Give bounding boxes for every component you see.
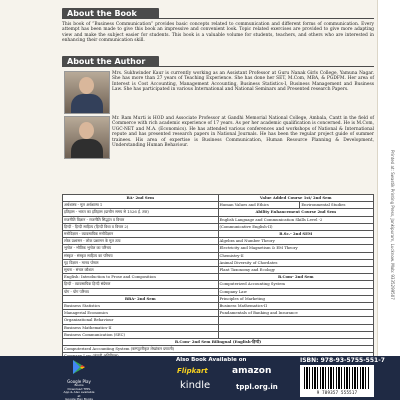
table-row [63, 223, 374, 230]
google-play-icon [71, 359, 87, 375]
barcode-bars [304, 367, 370, 389]
course-cell-left: लोक प्रशासन - लोक प्रशासन के मूल तत्व [63, 238, 219, 245]
course-cell-right: English Language and Communication Skills Level -2 [218, 216, 374, 223]
amazon-link[interactable]: amazon [232, 366, 272, 376]
course-cell-right: Electricity and Magnetism & EM Theory [218, 245, 374, 252]
table-row [63, 303, 374, 310]
google-play-badge[interactable] [62, 359, 96, 401]
course-cell-right: Plant Taxonomy and Ecology [218, 267, 374, 274]
table-row [63, 281, 374, 288]
course-cell-right: Business Mathematics-II [218, 303, 374, 310]
about-book-text: This book of “Business Communication” provides basic concepts related to communication and different forms of communication. Every attempt has been made to give this book an impressive and convenient look. Topic related exercises are provided to give more adapting view and make the subject easier for students. This book is a valuable volume for students, teachers, and others who are interested in enhancing their communication skill. [62, 22, 374, 44]
course-cell-left: English: Introduction to Prose and Composition [63, 274, 219, 281]
course-cell-right [218, 317, 374, 324]
course-cell-right: Company Law [218, 288, 374, 295]
course-cell-left: Organizational Behaviour [63, 317, 219, 324]
course-cell-right [218, 331, 374, 338]
author-2-photo [64, 116, 110, 159]
google-play-note-2: App & Also available at [63, 390, 95, 398]
author-1-photo [64, 71, 110, 114]
table-row [63, 331, 374, 338]
website-link[interactable]: tppl.org.in [236, 383, 278, 391]
barcode-number: 9 789357 555517 [316, 390, 358, 395]
course-cell-left: इतिहास - भारत का इतिहास (प्राचीन समय से 1526 ई. तक) [63, 209, 219, 216]
flipkart-link[interactable]: Flipkart [177, 367, 208, 375]
course-cell-right: (Communicative English-II) [218, 223, 374, 230]
course-cell-right: Fundamentals of Banking and Insurance [218, 310, 374, 317]
table-row [63, 324, 374, 331]
course-table [62, 194, 374, 382]
course-cell-left: Managerial Economics [63, 310, 219, 317]
printer-imprint: Printed at: Swastik Printing Press, Jankipuram, Lucknow. Mob: 9335299507 [390, 150, 395, 300]
google-play-note-1: Download TPPL [67, 386, 91, 391]
course-cell-right: Principles of Marketing [218, 295, 374, 302]
also-available-label: Also Book Available on [176, 357, 247, 363]
course-cell-left: राजनीति विज्ञान - राजनीति सिद्धांत व विचार [63, 216, 219, 223]
table-row [63, 274, 374, 281]
course-cell-left: Business Statistics [63, 303, 219, 310]
table-row [63, 317, 374, 324]
table-row [63, 288, 374, 295]
course-cell-left: गृह विज्ञान - मानव पोषण [63, 259, 219, 266]
course-cell-left: संस्कृत - संस्कृत साहित्य का परिचय [63, 252, 219, 259]
course-table-head [63, 195, 374, 202]
course-head-right: Value Added Course 1st/ 2nd Sem [218, 195, 374, 202]
course-cell-left: योग - योग परिचय [63, 288, 219, 295]
table-row [63, 209, 374, 216]
course-cell-right: B.Sc.- 2nd SEM [218, 231, 374, 238]
course-cell-left: मनोविज्ञान - व्यावसायिक मनोविज्ञान [63, 231, 219, 238]
table-row [63, 245, 374, 252]
course-cell-left: Business Communication (SEC) [63, 331, 219, 338]
course-cell-left: अर्थशास्त्र - मूल अर्थशास्त्र 1 [63, 202, 219, 209]
table-row [63, 267, 374, 274]
table-row [63, 238, 374, 245]
about-author-heading: About the Author [62, 56, 159, 67]
course-cell-right: Computerized Accounting System [218, 281, 374, 288]
kindle-link[interactable]: kindle [180, 380, 211, 391]
course-cell-left: B.Com- 2nd Sem Bilingual (English-हिन्दी) [63, 339, 374, 346]
table-row [63, 252, 374, 259]
course-cell-right: Chemistry-II [218, 252, 374, 259]
author-2-photo-body [71, 139, 103, 158]
course-cell-left: हिन्दी - व्यावसायिक हिन्दी संप्रेषण [63, 281, 219, 288]
table-row [63, 346, 374, 353]
table-row [63, 216, 374, 223]
google-play-sub: Books [74, 383, 84, 387]
course-cell-left: भूगोल - भौतिक भूगोल का परिचय [63, 245, 219, 252]
course-cell-mid: Human Values and Ethics [218, 202, 300, 209]
table-row [63, 310, 374, 317]
course-cell-right: Algebra and Number Theory [218, 238, 374, 245]
author-1-photo-head [79, 77, 94, 94]
course-cell-right [218, 324, 374, 331]
isbn-label: ISBN: 978-93-5755-551-7 [300, 357, 385, 364]
course-cell-right: B.Com- 2nd Sem [218, 274, 374, 281]
course-cell-left: Business Mathematics-II [63, 324, 219, 331]
author-2-photo-head [79, 122, 94, 139]
course-cell-left: Computerized Accounting System (कम्प्यूटरीकृत लेखांकन प्रणाली) [63, 346, 374, 353]
table-row [63, 339, 374, 346]
barcode [300, 365, 374, 397]
table-row [63, 295, 374, 302]
author-1-bio: Mrs. Sukhwinder Kaur is currently working as an Assistant Professor at Guru Nanak Girls College, Yamuna Nagar. She has more than 27 years of Teaching Experience. She has done her SET, M.Com, MBA, & PGDFM. Her area of Interest is Cost Accounting, Management Accounting, Business Statistics-I, Business Management and Business Law. She has participated in various International and National Seminars and Presented research Papers. [112, 71, 374, 93]
course-cell-right: Ability Enhancement Course 2nd Sem [218, 209, 374, 216]
table-row [63, 259, 374, 266]
google-play-note-3: Google Play Books [65, 397, 93, 401]
about-author-rule [62, 66, 374, 67]
table-row [63, 202, 374, 209]
course-cell-left: हिन्दी - हिन्दी साहित्य (हिन्दी विधा व विचार 2) [63, 223, 219, 230]
course-head-left: BA- 2nd Sem [63, 195, 219, 202]
course-cell-right: Environmental Studies [300, 202, 374, 209]
google-play-label: Google Play [67, 379, 91, 384]
table-row [63, 231, 374, 238]
course-cell-left: सूचना - संचार कौशल [63, 267, 219, 274]
about-book-heading: About the Book [62, 8, 159, 19]
spine-strip [377, 0, 400, 400]
course-cell-right: Animal Diversity of Chordates [218, 259, 374, 266]
about-book-rule [62, 18, 374, 19]
author-2-bio: Mr. Ram Murti is HOD and Associate Professor at Gandhi Memorial National College, Ambala, Cantt in the field of Commerce with rich academic experience of 17 years. As per her academic qualification is concerned. He is M.Com, UGC-NET and M.A. (Economics). He has attended various conferences and workshops of National & International repute and has presented research papers in National Journals. He has been the regular project guide of summer trainees. His area of expertise is Business Communication, Human Resource Planning & Development, Understanding Human Behaviour. [112, 116, 374, 149]
author-1-photo-body [71, 94, 103, 113]
course-cell-left: BBA- 2nd Sem [63, 295, 219, 302]
